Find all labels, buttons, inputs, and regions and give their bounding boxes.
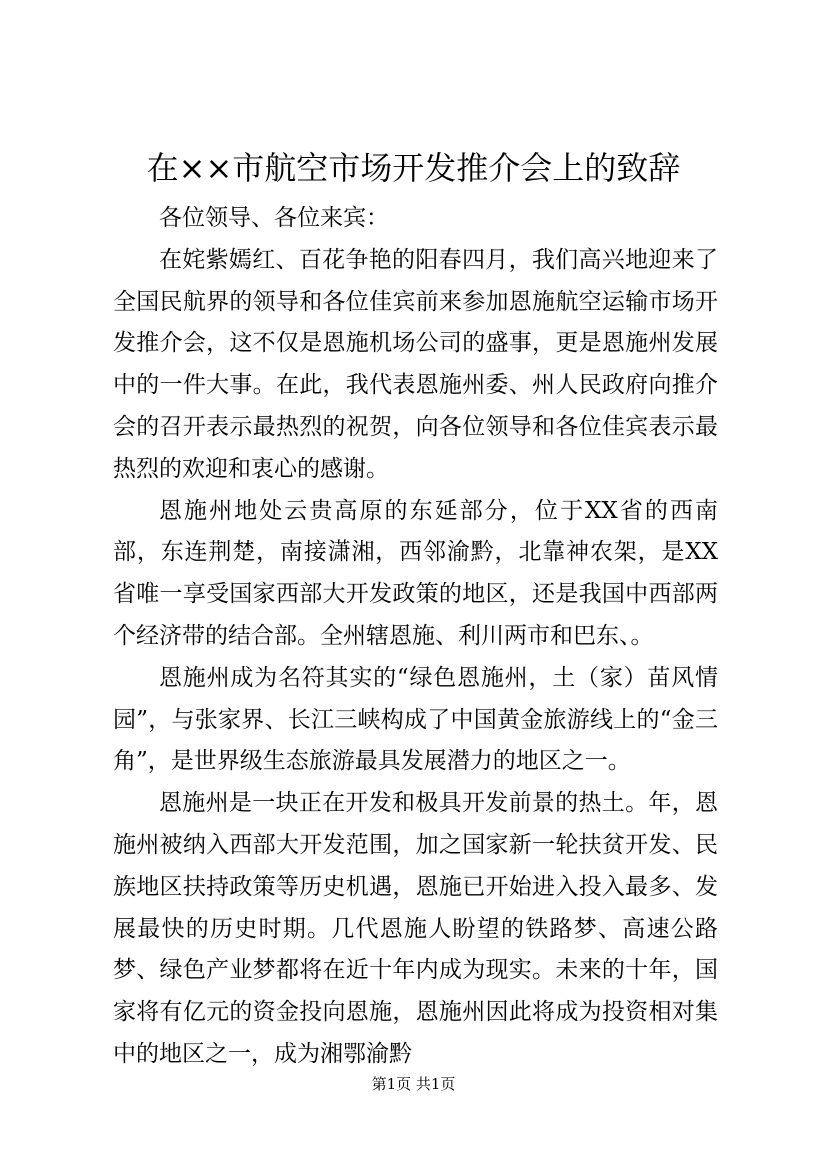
paragraph-3: 恩施州成为名符其实的“绿色恩施州，土（家）苗风情园”，与张家界、长江三峡构成了中国黄金旅游线上的“金三角”，是世界级生态旅游最具发展潜力的地区之一。 [113, 664, 718, 775]
paragraph-4: 恩施州是一块正在开发和极具开发前景的热土。年，恩施州被纳入西部大开发范围，加之国家新一轮扶贫开发、民族地区扶持政策等历史机遇，恩施已开始进入投入最多、发展最快的历史时期。几代恩施人盼望的铁路梦、高速公路梦、绿色产业梦都将在近十年内成为现实。未来的十年，国家将有亿元的资金投向恩施，恩施州因此将成为投资相对集中的地区之一，成为湘鄂渝黔 [113, 790, 718, 1067]
paragraph-1: 在姹紫嫣红、百花争艳的阳春四月，我们高兴地迎来了全国民航界的领导和各位佳宾前来参加恩施航空运输市场开发推介会，这不仅是恩施机场公司的盛事，更是恩施州发展中的一件大事。在此，我代表恩施州委、州人民政府向推介会的召开表示最热烈的祝贺，向各位领导和各位佳宾表示最热烈的欢迎和衷心的感谢。 [113, 246, 718, 482]
paragraph-2: 恩施州地处云贵高原的东延部分，位于XX省的西南部，东连荆楚，南接潇湘，西邻渝黔，北靠神农架，是XX省唯一享受国家西部大开发政策的地区，还是我国中西部两个经济带的结合部。全州辖恩施、利川两市和巴东、。 [113, 497, 718, 649]
document-body [113, 198, 718, 1076]
greeting-line: 各位领导、各位来宾： [159, 205, 389, 231]
document-title: 在××市航空市场开发推介会上的致辞 [146, 149, 681, 187]
page-footer: 第1页 共1页 [371, 1075, 456, 1093]
